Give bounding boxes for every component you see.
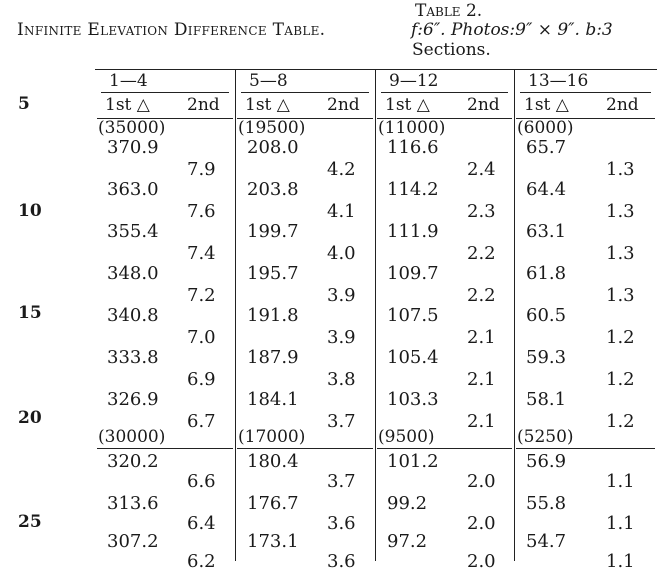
second-difference-value: 2.3	[467, 201, 496, 222]
first-difference-value: 65.7	[526, 137, 567, 158]
second-difference-value: 3.9	[327, 327, 356, 348]
second-difference-value: 2.0	[467, 513, 496, 534]
second-difference-value: 3.6	[327, 513, 356, 534]
first-difference-value: 105.4	[387, 347, 439, 368]
first-difference-value: 59.3	[526, 347, 567, 368]
first-difference-header: 1st △	[105, 95, 150, 115]
second-difference-value: 2.2	[467, 243, 496, 264]
second-difference-value: 1.3	[606, 243, 635, 264]
first-difference-value: 180.4	[247, 451, 299, 472]
mid-rule	[377, 448, 512, 449]
second-difference-value: 6.6	[187, 471, 216, 492]
second-difference-value: 2.1	[467, 327, 496, 348]
second-difference-value: 2.2	[467, 285, 496, 306]
second-difference-value: 2.4	[467, 159, 496, 180]
second-difference-value: 1.2	[606, 327, 635, 348]
first-difference-value: 103.3	[387, 389, 439, 410]
first-difference-value: 101.2	[387, 451, 439, 472]
second-difference-value: 2.0	[467, 471, 496, 492]
constant-top: (19500)	[238, 118, 306, 138]
first-difference-value: 114.2	[387, 179, 439, 200]
group-label-rule	[101, 92, 229, 93]
first-difference-value: 313.6	[107, 493, 159, 514]
first-difference-value: 184.1	[247, 389, 299, 410]
first-difference-value: 61.8	[526, 263, 567, 284]
second-difference-value: 6.9	[187, 369, 216, 390]
table-title: Infinite Elevation Difference Table.	[17, 20, 326, 40]
second-difference-value: 4.0	[327, 243, 356, 264]
second-difference-value: 3.7	[327, 471, 356, 492]
constant-mid: (5250)	[517, 427, 574, 447]
first-difference-header: 1st △	[385, 95, 430, 115]
first-difference-value: 56.9	[526, 451, 567, 472]
first-difference-value: 355.4	[107, 221, 159, 242]
second-difference-value: 1.2	[606, 369, 635, 390]
second-difference-value: 7.9	[187, 159, 216, 180]
second-difference-header: 2nd	[606, 95, 639, 115]
first-difference-value: 187.9	[247, 347, 299, 368]
first-difference-value: 333.8	[107, 347, 159, 368]
second-difference-value: 1.3	[606, 285, 635, 306]
first-difference-value: 370.9	[107, 137, 159, 158]
second-difference-header: 2nd	[467, 95, 500, 115]
second-difference-value: 3.6	[327, 551, 356, 572]
row-label-5: 5	[18, 94, 30, 114]
top-rule	[95, 69, 657, 70]
first-difference-value: 54.7	[526, 531, 567, 552]
group-label-rule	[241, 92, 369, 93]
first-difference-value: 307.2	[107, 531, 159, 552]
table-number: Table 2.	[415, 1, 483, 21]
first-difference-header: 1st △	[245, 95, 290, 115]
first-difference-value: 116.6	[387, 137, 439, 158]
first-difference-value: 191.8	[247, 305, 299, 326]
first-difference-value: 55.8	[526, 493, 567, 514]
second-difference-value: 2.1	[467, 411, 496, 432]
row-label-20: 20	[18, 408, 42, 428]
second-difference-value: 6.2	[187, 551, 216, 572]
second-difference-value: 7.6	[187, 201, 216, 222]
first-difference-value: 107.5	[387, 305, 439, 326]
mid-rule	[516, 448, 655, 449]
group-label: 13—16	[528, 71, 589, 91]
row-label-15: 15	[18, 303, 42, 323]
first-difference-value: 326.9	[107, 389, 159, 410]
first-difference-value: 99.2	[387, 493, 428, 514]
first-difference-value: 176.7	[247, 493, 299, 514]
second-difference-header: 2nd	[327, 95, 360, 115]
focal-length-param: f:6″. Photos:9″ × 9″. b:3	[411, 20, 613, 40]
second-difference-value: 2.1	[467, 369, 496, 390]
second-difference-value: 1.2	[606, 411, 635, 432]
first-difference-value: 208.0	[247, 137, 299, 158]
second-difference-value: 6.4	[187, 513, 216, 534]
group-label-rule	[520, 92, 651, 93]
second-difference-value: 2.0	[467, 551, 496, 572]
group-separator	[235, 69, 236, 561]
first-difference-value: 340.8	[107, 305, 159, 326]
first-difference-value: 320.2	[107, 451, 159, 472]
constant-top: (11000)	[378, 118, 446, 138]
group-label: 5—8	[249, 71, 288, 91]
first-difference-value: 111.9	[387, 221, 439, 242]
first-difference-value: 363.0	[107, 179, 159, 200]
constant-mid: (17000)	[238, 427, 306, 447]
row-label-10: 10	[18, 201, 42, 221]
first-difference-value: 63.1	[526, 221, 567, 242]
second-difference-value: 4.1	[327, 201, 356, 222]
first-difference-value: 109.7	[387, 263, 439, 284]
mid-rule	[97, 448, 233, 449]
group-label: 9—12	[389, 71, 439, 91]
second-difference-value: 4.2	[327, 159, 356, 180]
first-difference-value: 195.7	[247, 263, 299, 284]
first-difference-value: 64.4	[526, 179, 567, 200]
second-difference-value: 1.3	[606, 159, 635, 180]
group-separator	[375, 69, 376, 561]
group-label-rule	[381, 92, 508, 93]
group-separator	[514, 69, 515, 561]
table-subtitle: Sections.	[412, 40, 491, 60]
constant-top: (6000)	[517, 118, 574, 138]
second-difference-value: 7.0	[187, 327, 216, 348]
second-difference-value: 1.3	[606, 201, 635, 222]
first-difference-value: 58.1	[526, 389, 567, 410]
second-difference-value: 7.2	[187, 285, 216, 306]
constant-top: (35000)	[98, 118, 166, 138]
first-difference-header: 1st △	[524, 95, 569, 115]
constant-mid: (9500)	[378, 427, 435, 447]
second-difference-value: 3.7	[327, 411, 356, 432]
second-difference-value: 3.9	[327, 285, 356, 306]
second-difference-value: 1.1	[606, 551, 635, 572]
first-difference-value: 173.1	[247, 531, 299, 552]
table-parameters	[411, 20, 613, 40]
second-difference-value: 3.8	[327, 369, 356, 390]
first-difference-value: 97.2	[387, 531, 428, 552]
first-difference-value: 60.5	[526, 305, 567, 326]
first-difference-value: 199.7	[247, 221, 299, 242]
second-difference-value: 1.1	[606, 513, 635, 534]
first-difference-value: 348.0	[107, 263, 159, 284]
second-difference-value: 1.1	[606, 471, 635, 492]
constant-mid: (30000)	[98, 427, 166, 447]
row-label-25: 25	[18, 512, 42, 532]
first-difference-value: 203.8	[247, 179, 299, 200]
mid-rule	[237, 448, 373, 449]
second-difference-value: 7.4	[187, 243, 216, 264]
second-difference-header: 2nd	[187, 95, 220, 115]
group-label: 1—4	[109, 71, 148, 91]
second-difference-value: 6.7	[187, 411, 216, 432]
